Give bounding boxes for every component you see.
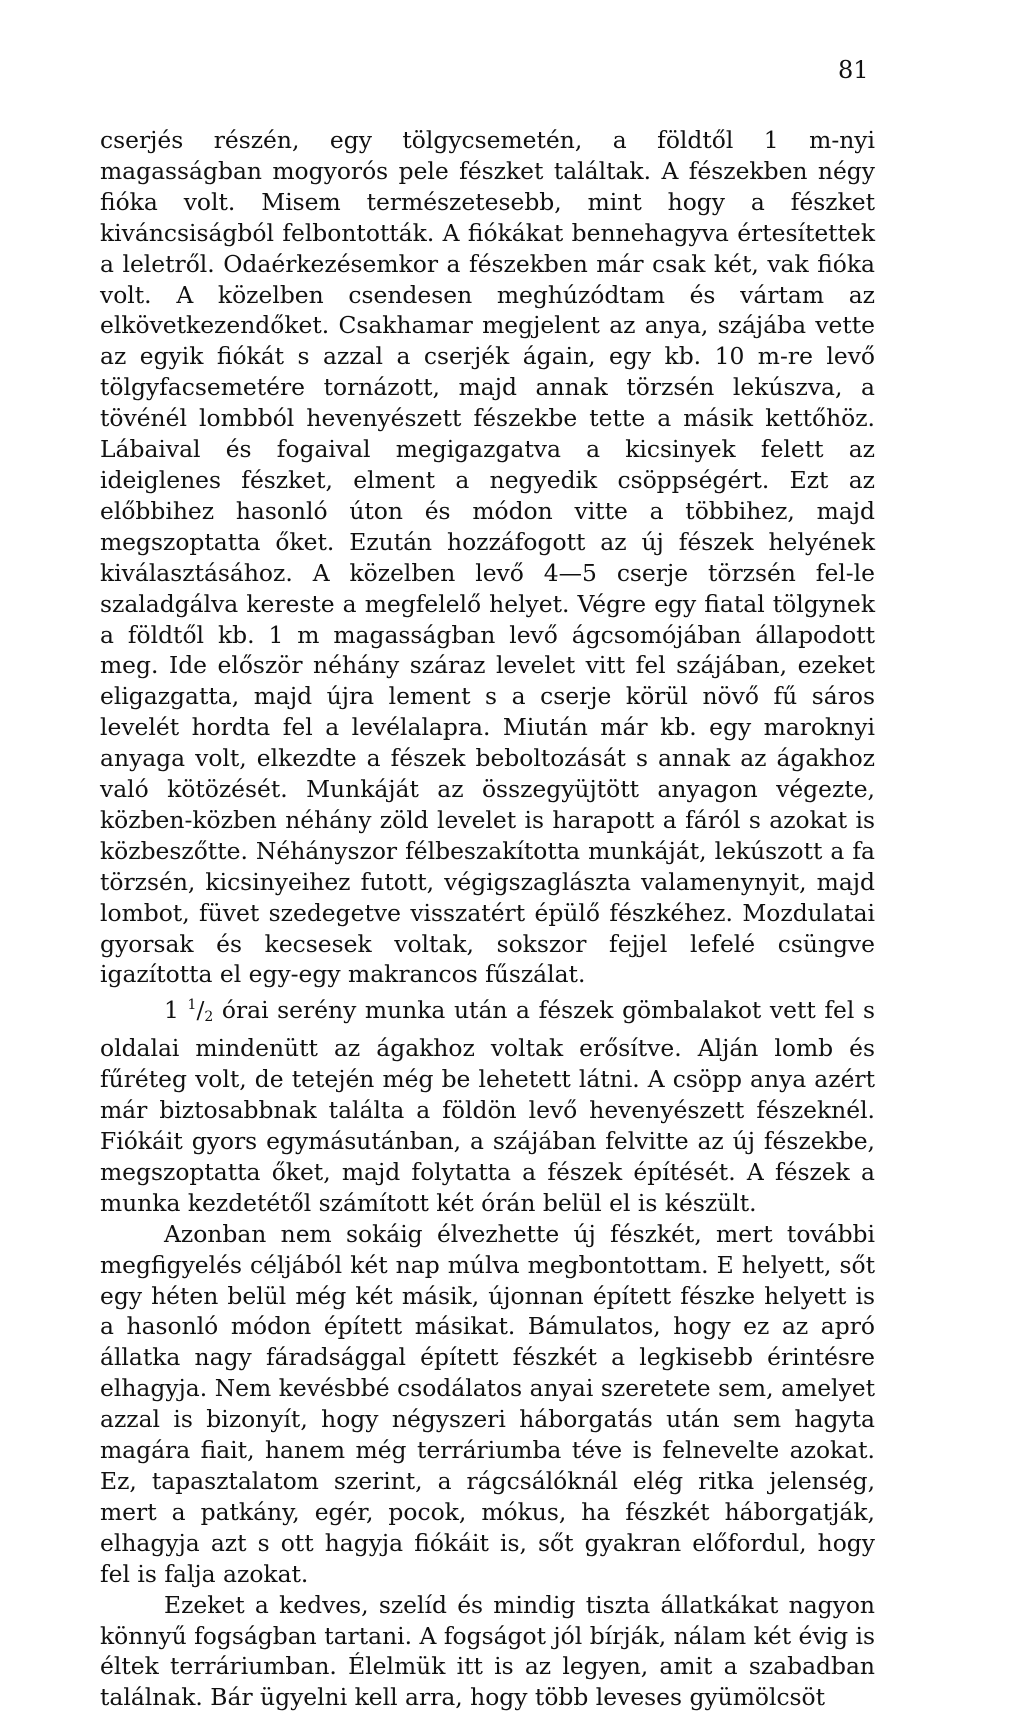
paragraph-3: Azonban nem sokáig élvezhette új fészkét, mert további megfigyelés céljából két nap múlva megbontottam. E helyett, sőt egy héten belül még két másik, újonnan épített fészke helyett is a hasonló módon épített másikat. Bámulatos, hogy ez az apró állatka nagy fáradsággal épített fészkét a legkisebb érintésre elhagyja. Nem kevésbbé csodálatos anyai szeretete sem, amelyet azzal is bizonyít, hogy négyszeri háborgatás után sem hagyta magára fiait, hanem még terráriumba téve is felnevelte azokat. Ez, tapasztalatom szerint, a rágcsálóknál elég ritka jelenség, mert a patkány, egér, pocok, mókus, ha fészkét háborgatják, elhagyja azt s ott hagyja fiókáit is, sőt gyakran előfordul, hogy fel is falja azokat. bbox=[100, 1219, 875, 1588]
fraction-denominator: 2 bbox=[204, 1009, 214, 1026]
paragraph-2 bbox=[100, 990, 875, 1218]
paragraph-2-text: órai serény munka után a fészek gömbalakot vett fel s oldalai mindenütt az ágakhoz voltak erősítve. Alján lomb és fűréteg volt, de tetején még be lehetett látni. A csöpp anya azért már biztosabbnak találta a földön levő hevenyészett fészeknél. Fiókáit gyors egymásutánban, a szájában felvitte az új fészekbe, megszoptatta őket, majd folytatta a fészek építését. A fészek a munka kezdetétől számított két órán belül el is készült. bbox=[100, 996, 875, 1217]
page-number: 81 bbox=[838, 56, 869, 84]
paragraph-4: Ezeket a kedves, szelíd és mindig tiszta állatkákat nagyon könnyű fogságban tartani. A fogságot jól bírják, nálam két évig is éltek terráriumban. Élelmük itt is az legyen, amit a szabadban találnak. Bár ügyelni kell arra, hogy több leveses gyümölcsöt bbox=[100, 1590, 875, 1712]
body-text bbox=[100, 125, 875, 1713]
fraction-numerator: 1 bbox=[187, 997, 197, 1014]
paragraph-1: cserjés részén, egy tölgycsemetén, a földtől 1 m-nyi magasságban mogyorós pele fészket találtak. A fészekben négy fióka volt. Misem természetesebb, mint hogy a fészket kiváncsiságból felbontották. A fiókákat bennehagyva értesítettek a leletről. Odaérkezésemkor a fészekben már csak két, vak fióka volt. A közelben csendesen meghúzódtam és vártam az elkövetkezendőket. Csakhamar megjelent az anya, szájába vette az egyik fiókát s azzal a cserjék ágain, egy kb. 10 m-re levő tölgyfacsemetére tornázott, majd annak törzsén lekúszva, a tövénél lombból hevenyészett fészekbe tette a másik kettőhöz. Lábaival és fogaival megigazgatva a kicsinyek felett az ideiglenes fészket, elment a negyedik csöppségért. Ezt az előbbihez hasonló úton és módon vitte a többihez, majd megszoptatta őket. Ezután hozzáfogott az új fészek helyének kiválasztásához. A közelben levő 4—5 cserje törzsén fel-le szaladgálva kereste a megfelelő helyet. Végre egy fiatal tölgynek a földtől kb. 1 m magasságban levő ágcsomójában állapodott meg. Ide először néhány száraz levelet vitt fel szájában, ezeket eligazgatta, majd újra lement s a cserje körül növő fű sáros levelét hordta fel a levélalapra. Miután már kb. egy maroknyi anyaga volt, elkezdte a fészek beboltozását s annak az ágakhoz való kötözését. Munkáját az összegyüjtött anyagon végezte, közben-közben néhány zöld levelet is harapott a fáról s azokat is közbeszőtte. Néhányszor félbeszakította munkáját, lekúszott a fa törzsén, kicsinyeihez futott, végigszaglászta valamenynyit, majd lombot, füvet szedegetve visszatért épülő fészkéhez. Mozdulatai gyorsak és kecsesek voltak, sokszor fejjel lefelé csüngve igazította el egy-egy makrancos fűszálat. bbox=[100, 126, 875, 989]
fraction-whole: 1 bbox=[164, 996, 179, 1025]
fraction-slash: / bbox=[196, 996, 205, 1025]
